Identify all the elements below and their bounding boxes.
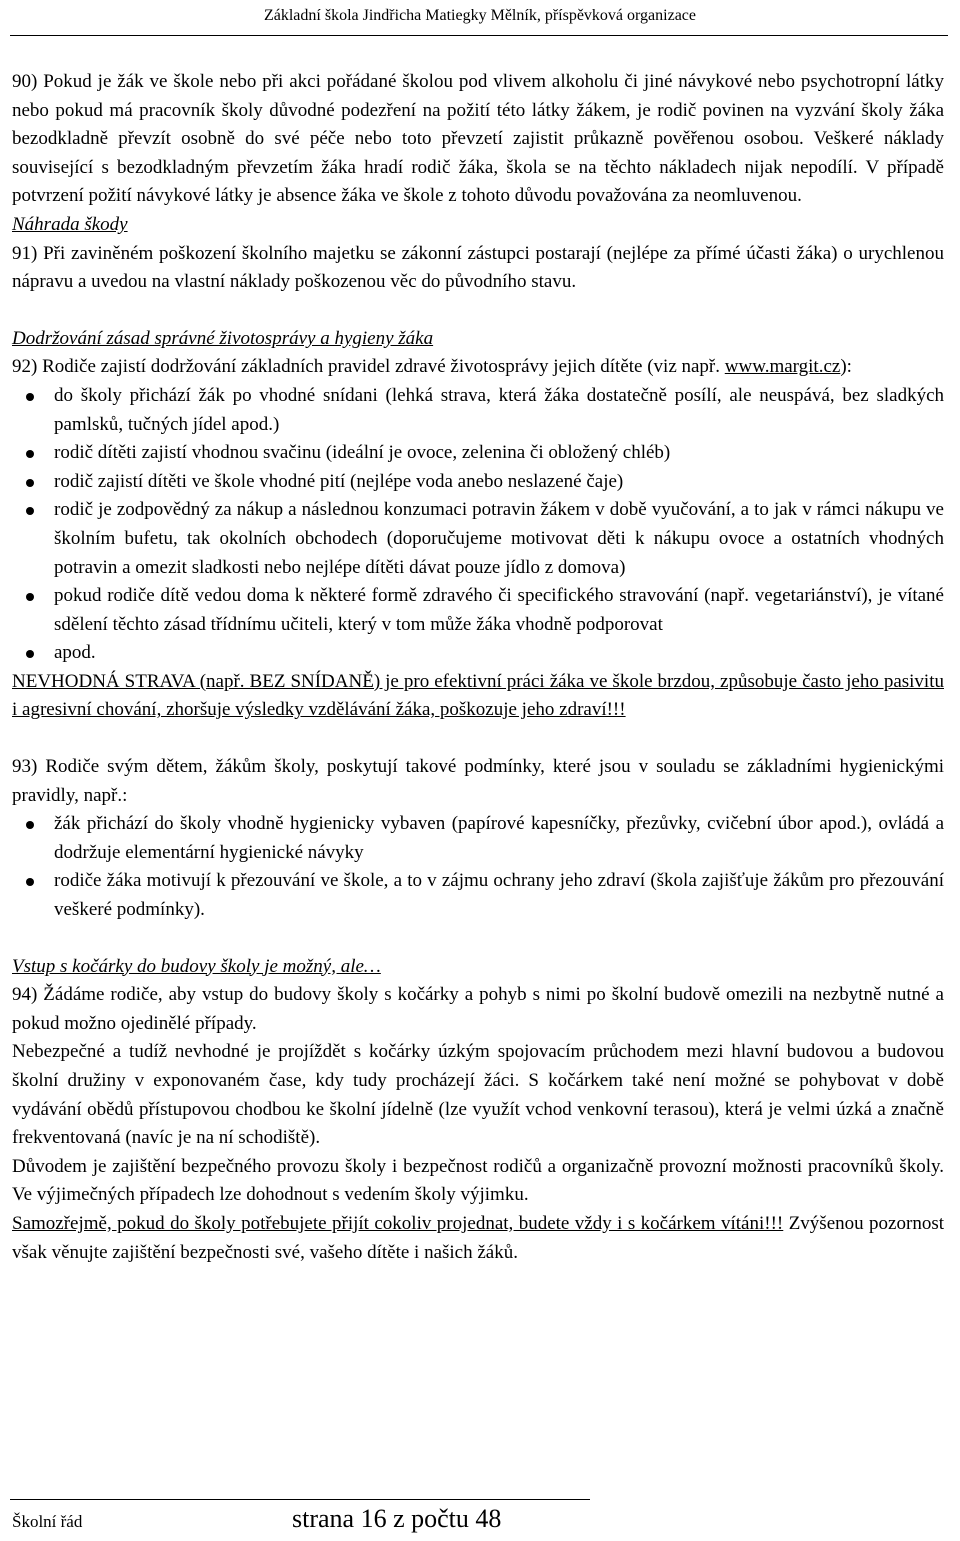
list-item: rodič zajistí dítěti ve škole vhodné pití (nejlépe voda anebo neslazené čaje) <box>12 468 944 497</box>
bullet-icon <box>26 878 34 886</box>
bullet-icon <box>26 593 34 601</box>
paragraph-duvodem: Důvodem je zajištění bezpečného provozu školy i bezpečnost rodičů a organizačně provozní možnosti pracovníků školy. Ve výjimečných případech lze dohodnout s vedením školy výjimku. <box>12 1155 944 1206</box>
paragraph-94: 94) Žádáme rodiče, aby vstup do budovy školy s kočárky a pohyb s nimi po školní budově omezili na nezbytně nutné a pokud možno ojedinělé případy. <box>12 984 944 1034</box>
bullet-icon <box>26 393 34 401</box>
spacer <box>12 925 944 953</box>
paragraph-92-tail: ): <box>840 356 852 378</box>
paragraph-90: 90) Pokud je žák ve škole nebo při akci pořádané školou pod vlivem alkoholu či jiné návykové nebo psychotropní látky nebo pokud má pracovník školy důvodné podezření na požití této látky žákem, je rodič povinen na vyzvání školy žáka bezodkladně převzít osobně do své péče nebo toto převzetí zajistit průkazně pověřenou osobou. Veškeré náklady související s bezodkladným převzetím žáka hradí rodič žáka, škola se na těchto nákladech nijak nepodílí. V případě potvrzení požití návykové látky je absence žáka ve škole z tohoto důvodu považována za neomluvenou. <box>12 71 944 207</box>
list-item: rodič je zodpovědný za nákup a následnou konzumaci potravin žákem v době vyučování, a to jak v rámci nákupu ve školním bufetu, tak okolních obchodech (doporučujeme motivovat děti k nákupu ovoce a ostatních vhodných potravin a omezit sladkosti nebo nejlépe dítěti dávat pouze jídlo z domova) <box>12 496 944 582</box>
footer-document-name: Školní řád <box>12 1512 83 1531</box>
paragraph-91: 91) Při zaviněném poškození školního majetku se zákonní zástupci postarají (nejlépe za přímé účasti žáka) o urychlenou nápravu a uvedou na vlastní náklady poškozenou věc do původního stavu. <box>12 242 944 293</box>
paragraph-92-lead: 92) Rodiče zajistí dodržování základních pravidel zdravé životosprávy jejich dítěte (viz např. <box>12 356 721 378</box>
list-item: apod. <box>12 639 944 668</box>
margit-link[interactable]: www.margit.cz <box>724 356 841 378</box>
bullet-icon <box>26 450 34 458</box>
footer-page-number: strana 16 z počtu 48 <box>292 1504 502 1533</box>
paragraph-92 <box>12 353 944 382</box>
paragraph-samozrejme-underlined: Samozřejmě, pokud do školy potřebujete přijít cokoliv projednat, budete vždy i s kočárkem vítáni!!! <box>12 1212 784 1234</box>
paragraph-samozrejme <box>12 1210 944 1267</box>
paragraph-93: 93) Rodiče svým dětem, žákům školy, poskytují takové podmínky, které jsou v souladu se základními hygienickými pravidly, např.: <box>12 756 944 806</box>
heading-nahrada-skody: Náhrada škody <box>12 213 128 235</box>
bullet-icon <box>26 479 34 487</box>
bullet-icon <box>26 650 34 658</box>
list-93 <box>12 810 944 924</box>
heading-kocarky: Vstup s kočárky do budovy školy je možný, ale… <box>12 955 381 977</box>
document-body <box>12 68 944 1267</box>
list-item: žák přichází do školy vhodně hygienicky vybaven (papírové kapesníčky, přezůvky, cvičební úbor apod.), ovládá a dodržuje elementární hygienické návyky <box>12 810 944 867</box>
paragraph-nevhodna-strava: NEVHODNÁ STRAVA (např. BEZ SNÍDANĚ) je pro efektivní práci žáka ve škole brzdou, způsobuje často jeho pasivitu i agresivní chování, zhoršuje výsledky vzdělávání žáka, poškozuje jeho zdraví!!! <box>12 670 944 721</box>
list-item: do školy přichází žák po vhodné snídani (lehká strava, která žáka dostatečně posílí, ale neuspává, bez sladkých pamlsků, tučných jídel apod.) <box>12 382 944 439</box>
header-divider <box>10 35 948 36</box>
list-item: rodič dítěti zajistí vhodnou svačinu (ideální je ovoce, zelenina či obložený chléb) <box>12 439 944 468</box>
heading-zivotosprava: Dodržování zásad správné životosprávy a hygieny žáka <box>12 327 434 349</box>
list-92 <box>12 382 944 668</box>
paragraph-samozrejme-rest: Zvýšenou pozornost však věnujte zajištění bezpečnosti své, vašeho dítěte i našich žáků. <box>12 1212 944 1263</box>
page-header: Základní škola Jindřicha Matiegky Mělník, příspěvková organizace <box>263 7 697 24</box>
list-item: rodiče žáka motivují k přezouvání ve škole, a to v zájmu ochrany jeho zdraví (škola zajišťuje žákům pro přezouvání veškeré podmínky). <box>12 867 944 924</box>
spacer <box>12 725 944 753</box>
list-item: pokud rodiče dítě vedou doma k některé formě zdravého či specifického stravování (např. vegetariánství), je vítané sdělení těchto zásad třídnímu učiteli, který v tom může žáka vhodně podporovat <box>12 582 944 639</box>
paragraph-nebezpecne: Nebezpečné a tudíž nevhodné je projíždět s kočárky úzkým spojovacím průchodem mezi hlavní budovou a budovou školní družiny v exponovaném čase, kdy tudy procházejí žáci. S kočárkem také není možné se pohybovat v době vydávání obědů přístupovou chodbou ke školní jídelně (lze využít vchod venkovní terasou), která je velmi úzká a značně frekventovaná (navíc je na ní schodiště). <box>12 1041 944 1149</box>
bullet-icon <box>26 507 34 515</box>
bullet-icon <box>26 821 34 829</box>
footer-divider <box>10 1499 590 1500</box>
